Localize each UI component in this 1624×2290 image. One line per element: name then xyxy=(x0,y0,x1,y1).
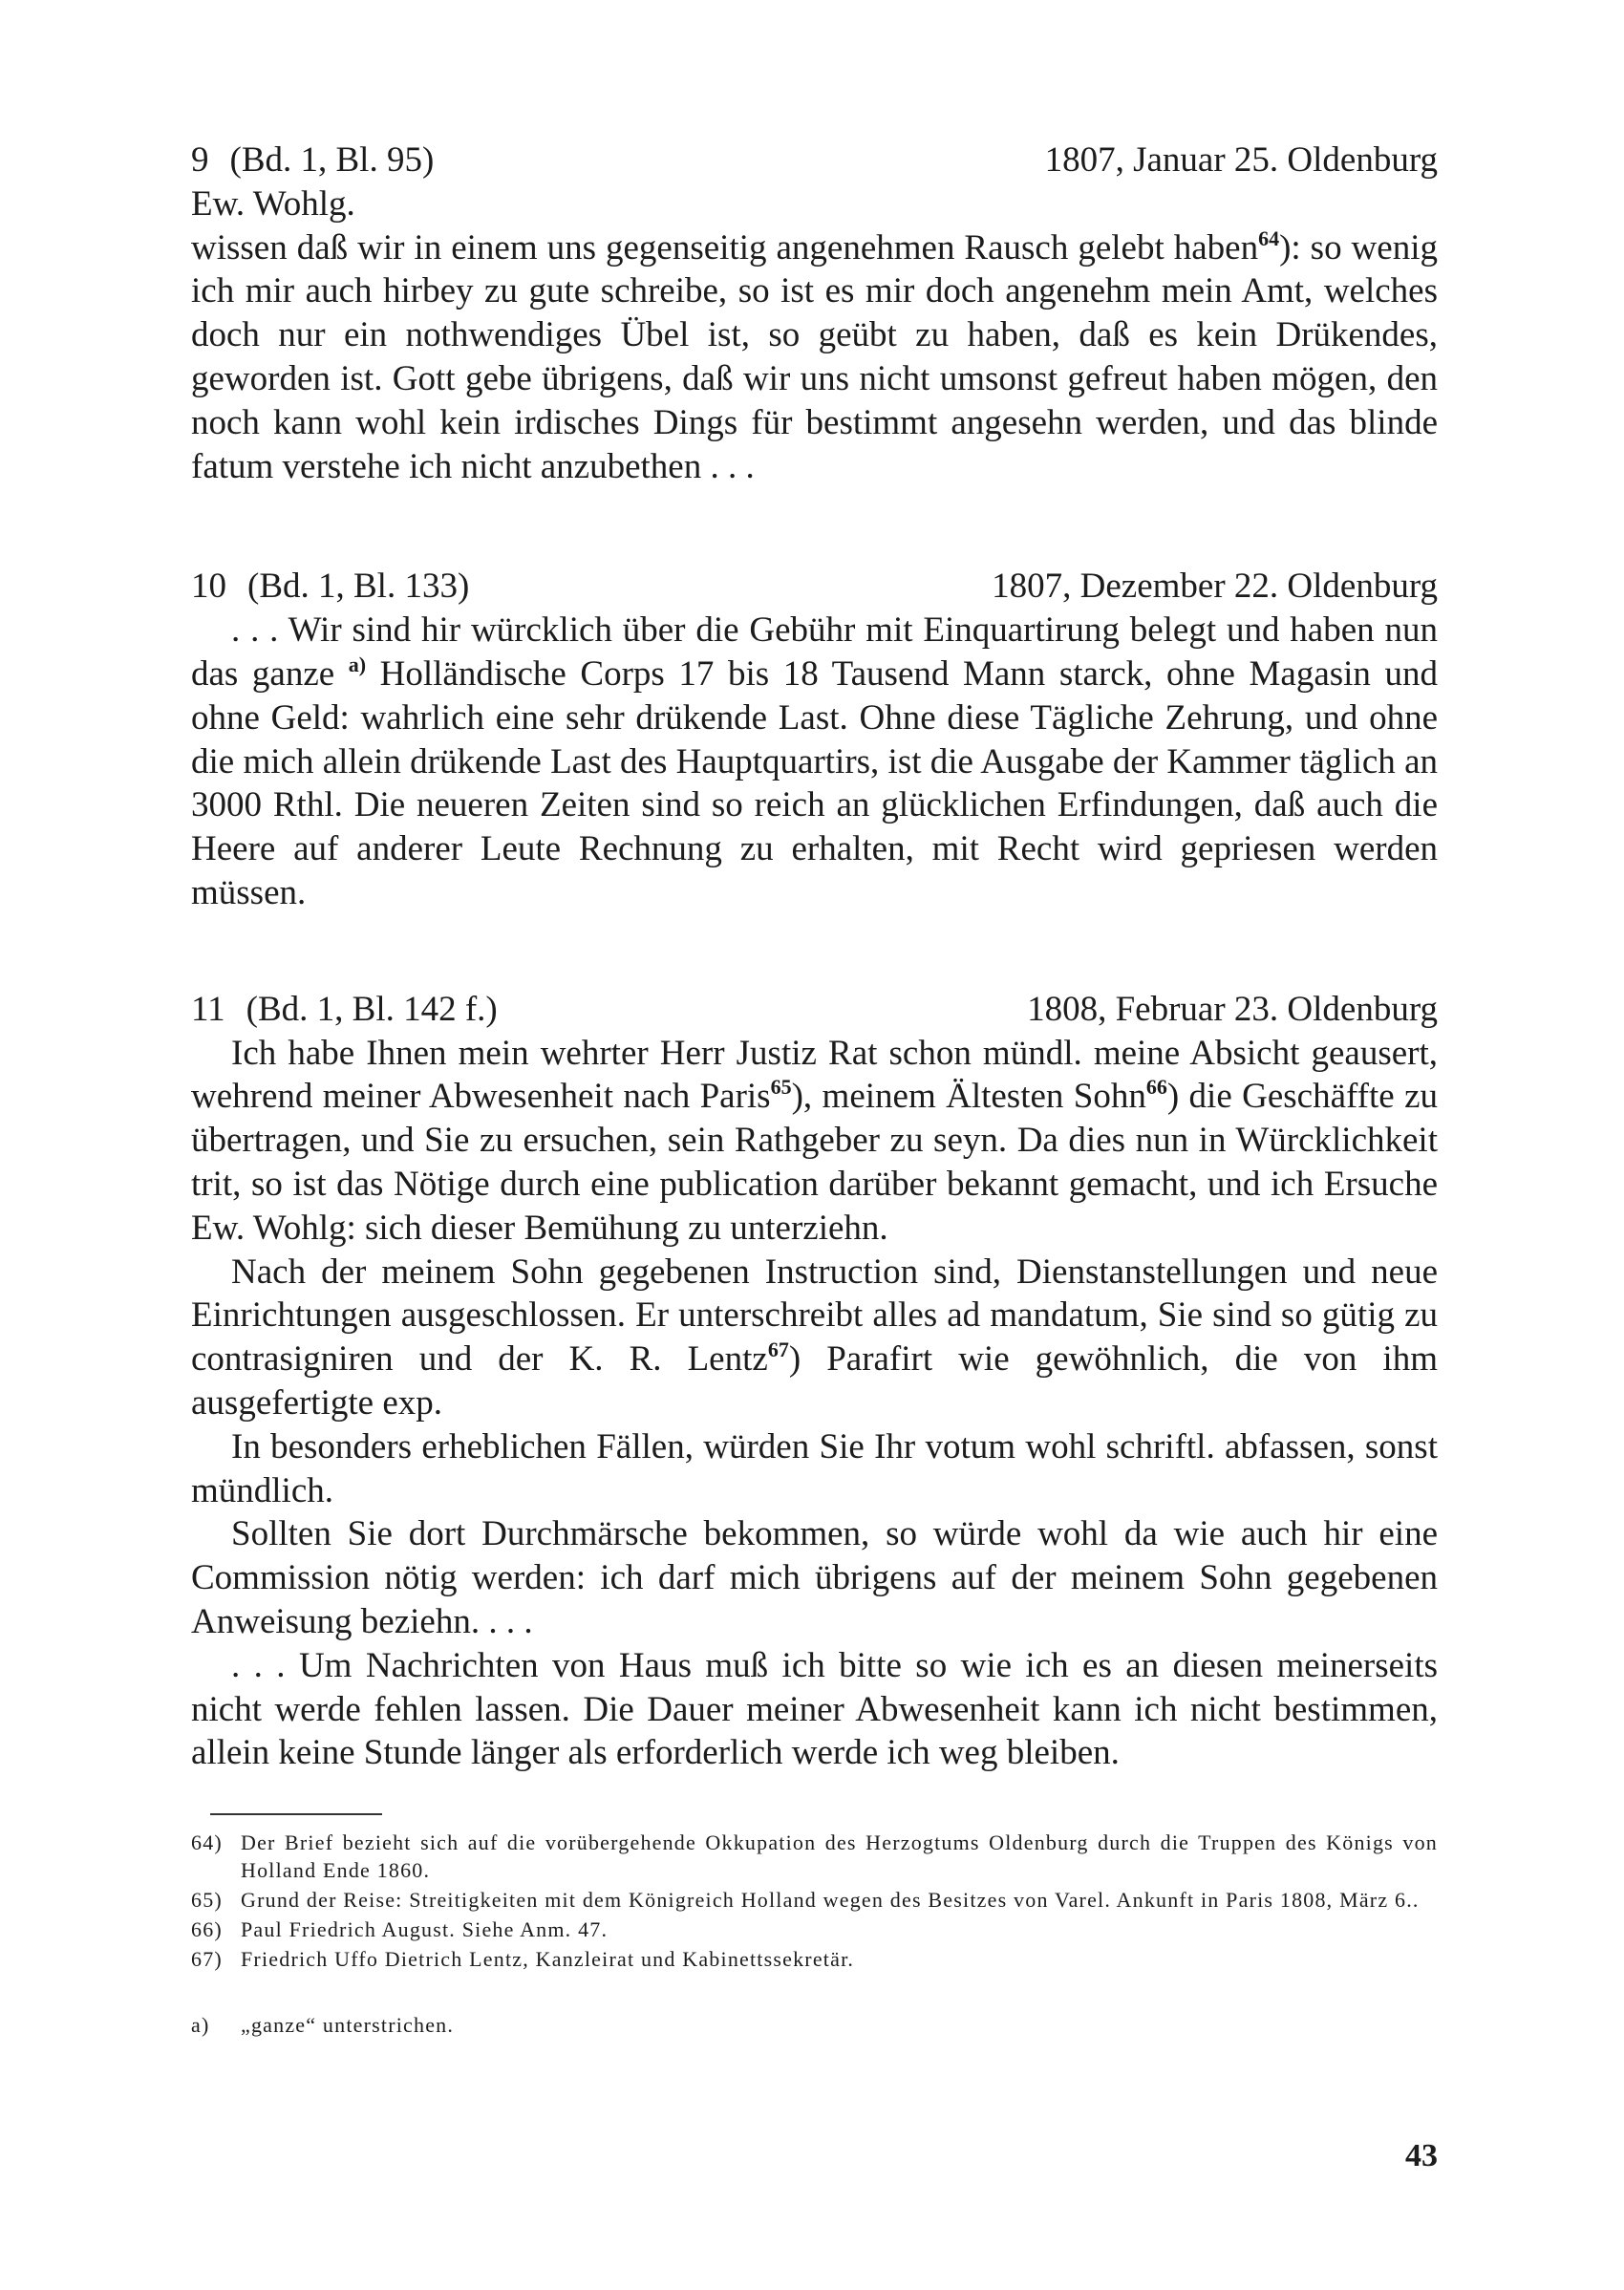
footnote-rule xyxy=(210,1813,382,1815)
page-number: 43 xyxy=(1405,2138,1438,2173)
letter-paragraph xyxy=(191,609,1438,915)
text-run: Ew. Wohlg. xyxy=(191,183,355,224)
letter-header xyxy=(191,139,1438,182)
letter-11 xyxy=(191,988,1438,1775)
letter-paragraph xyxy=(191,1032,1438,1251)
footnote xyxy=(191,1945,1438,1973)
letter-date: 1807, Januar 25. Oldenburg xyxy=(1044,140,1438,180)
footnote xyxy=(191,1829,1438,1884)
text-run: ) die Geschäffte zu übertragen, und Sie zu ersuchen, sein Rathgeber zu seyn. Da dies nun in Würcklichkeit trit, so ist das Nötige durch eine publication darüber bekannt gemacht, und ich Ersuche Ew. Wohlg: sich dieser Bemühung zu unterziehn. xyxy=(191,1077,1438,1248)
text-run: Holländische Corps 17 bis 18 Tausend Mann starck, ohne Magasin und ohne Geld: wahrlich eine sehr drükende Last. Ohne diese Tägliche Zehrung, und ohne die mich allein drükende Last des Hauptquartirs, ist die Ausgabe der Kammer täglich an 3000 Rthl. Die neueren Zeiten sind so reich an glücklichen Erfindungen, daß auch die Heere auf anderer Leute Rechnung zu erhalten, mit Recht wird gepriesen werden müssen. xyxy=(191,653,1438,912)
text-note xyxy=(191,2013,1438,2038)
letter-paragraph xyxy=(191,1425,1438,1513)
letter-paragraph xyxy=(191,1512,1438,1643)
letter-paragraph xyxy=(191,1644,1438,1775)
letter-number: 10 xyxy=(191,567,226,607)
letter-number: 9 xyxy=(191,140,209,180)
letter-header xyxy=(191,988,1438,1032)
footnote xyxy=(191,1915,1438,1943)
footnote-reference: 65 xyxy=(770,1075,792,1100)
text-run: In besonders erheblichen Fällen, würden Sie Ihr votum wohl schriftl. abfassen, sonst mündlich. xyxy=(191,1426,1438,1510)
text-run: ), meinem Ältesten Sohn xyxy=(791,1077,1146,1117)
footnote-number: 65) xyxy=(191,1888,223,1913)
letter-source: (Bd. 1, Bl. 95) xyxy=(229,140,435,180)
footnote-text: Der Brief bezieht sich auf die vorübergehende Okkupation des Herzogtums Oldenburg durch die Truppen des Königs von Holland Ende 1860. xyxy=(241,1830,1438,1883)
text-run: wissen daß wir in einem uns gegenseitig angenehmen Rausch gelebt haben xyxy=(191,227,1259,268)
letter-source: (Bd. 1, Bl. 133) xyxy=(247,567,470,607)
text-run: ): so wenig ich mir auch hirbey zu gute schreibe, so ist es mir doch angenehm mein Amt, welches doch nur ein nothwendiges Übel ist, so geübt zu haben, daß es kein Drükendes, geworden ist. Gott gebe übrigens, daß wir uns nicht umsonst gefreut haben mögen, den noch kann wohl kein irdisches Dings für bestimmt angesehn werden, und das blinde fatum verstehe ich nicht anzubethen . . . xyxy=(191,227,1438,486)
letter-date: 1808, Februar 23. Oldenburg xyxy=(1027,989,1438,1029)
text-run: . . . Um Nachrichten von Haus muß ich bitte so wie ich es an diesen meinerseits nicht werde fehlen lassen. Die Dauer meiner Abwesenheit kann ich nicht bestimmen, allein keine Stunde länger als erforderlich werde ich weg bleiben. xyxy=(191,1645,1438,1773)
letter-date: 1807, Dezember 22. Oldenburg xyxy=(992,567,1438,607)
letter-9 xyxy=(191,139,1438,488)
footnote-text: Paul Friedrich August. Siehe Anm. 47. xyxy=(241,1917,609,1942)
footnotes xyxy=(191,1813,1438,2038)
footnote-reference: 64 xyxy=(1258,225,1280,250)
page-body xyxy=(191,139,1438,2038)
letter-header xyxy=(191,565,1438,609)
footnote-reference: a) xyxy=(348,652,367,676)
footnote-number: 66) xyxy=(191,1917,223,1942)
text-run: . . . Wir sind hir würcklich über die Gebühr mit Einquartirung belegt und haben nun das ganze xyxy=(191,610,1438,694)
footnote xyxy=(191,1886,1438,1914)
text-run: Sollten Sie dort Durchmärsche bekommen, so würde wohl da wie auch hir eine Commission nötig werden: ich darf mich übrigens auf der meinem Sohn gegebenen Anweisung beziehn. . . . xyxy=(191,1514,1438,1641)
text-note-text: „ganze“ unterstrichen. xyxy=(241,2013,455,2038)
text-run: Ich habe Ihnen mein wehrter Herr Justiz Rat schon mündl. meine Absicht geausert, wehrend meiner Abwesenheit nach Paris xyxy=(191,1033,1438,1117)
letter-source: (Bd. 1, Bl. 142 f.) xyxy=(246,989,498,1029)
footnote-number: 64) xyxy=(191,1830,223,1855)
letter-paragraph xyxy=(191,182,1438,489)
footnote-text: Grund der Reise: Streitigkeiten mit dem Königreich Holland wegen des Besitzes von Varel. Ankunft in Paris 1808, März 6.. xyxy=(241,1888,1420,1913)
letter-10 xyxy=(191,565,1438,914)
letter-number: 11 xyxy=(191,989,225,1029)
text-run: Nach der meinem Sohn gegebenen Instruction sind, Dienstanstellungen und neue Einrichtungen ausgeschlossen. Er unterschreibt alles ad mandatum, Sie sind so gütig zu contrasigniren und der K. R. Lentz xyxy=(191,1252,1438,1380)
letter-text xyxy=(191,1032,1438,1776)
footnote-text: Friedrich Uffo Dietrich Lentz, Kanzleirat und Kabinettssekretär. xyxy=(241,1947,855,1972)
letter-paragraph xyxy=(191,1251,1438,1425)
footnote-number: 67) xyxy=(191,1947,223,1972)
letter-text xyxy=(191,609,1438,915)
letter-text xyxy=(191,182,1438,489)
footnote-reference: 66 xyxy=(1145,1075,1167,1100)
text-note-label: a) xyxy=(191,2013,210,2038)
footnote-reference: 67 xyxy=(767,1338,789,1362)
text-run: ) Parafirt wie gewöhnlich, die von ihm ausgefertigte exp. xyxy=(191,1339,1438,1423)
